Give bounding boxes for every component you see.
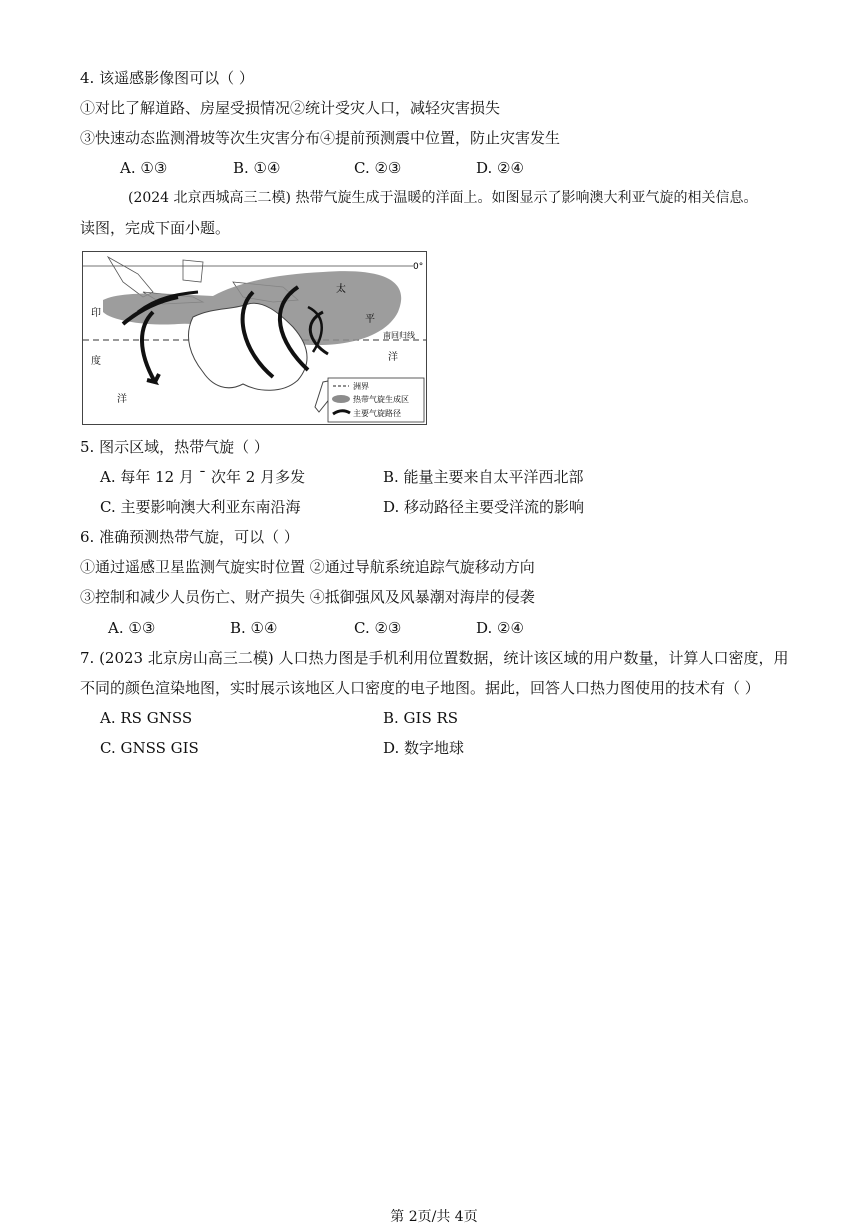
q7-option-c: C. GNSS GIS [100,739,199,757]
label-du: 度 [91,356,101,367]
q6-option-c: C. ②③ [354,619,402,637]
label-yang-left: 洋 [117,394,127,405]
q7-stem-line2: 不同的颜色渲染地图，实时展示该地区人口密度的电子地图。据此，回答人口热力图使用的技术有（ ） [80,679,760,697]
q7-option-a: A. RS GNSS [100,709,193,727]
q6-option-d: D. ②④ [476,619,524,637]
q4-option-c: C. ②③ [354,159,402,177]
label-0deg: 0° [413,262,424,272]
cyclone-map [82,251,427,425]
q4-statement-line1: ①对比了解道路、房屋受损情况②统计受灾人口，减轻灾害损失 [80,99,501,117]
label-yang-right: 洋 [388,352,398,363]
q6-stem: 6. 准确预测热带气旋，可以（ ） [80,528,299,546]
legend-zone-label: 热带气旋生成区 [353,395,409,404]
q4-option-b: B. ①④ [233,159,281,177]
cyclone-map-drawing [83,252,426,424]
label-tai: 太 [336,284,346,295]
sumatra-coast [108,257,153,297]
q7-option-d: D. 数字地球 [383,739,465,757]
q4-option-d: D. ②④ [476,159,524,177]
borneo-coast [183,260,203,282]
q5-stem: 5. 图示区域，热带气旋（ ） [80,438,269,456]
legend-path-label: 主要气旋路径 [353,409,401,418]
legend-boundary-label: 洲界 [353,382,369,391]
q5-option-b: B. 能量主要来自太平洋西北部 [383,468,584,486]
intro-line2: 读图，完成下面小题。 [80,219,231,237]
q6-option-a: A. ①③ [108,619,156,637]
q4-statement-line2: ③快速动态监测滑坡等次生灾害分布④提前预测震中位置，防止灾害发生 [80,129,561,147]
q7-stem-line1: 7. (2023 北京房山高三二模) 人口热力图是手机利用位置数据，统计该区域的用户数量，计算人口密度，用 [80,649,789,667]
label-ping: 平 [365,314,375,325]
q5-option-c: C. 主要影响澳大利亚东南沿海 [100,498,301,516]
q6-option-b: B. ①④ [230,619,278,637]
label-yin: 印 [91,308,101,319]
q5-option-d: D. 移动路径主要受洋流的影响 [383,498,585,516]
q6-statement-line1: ①通过遥感卫星监测气旋实时位置 ②通过导航系统追踪气旋移动方向 [80,558,535,576]
q4-stem: 4. 该遥感影像图可以（ ） [80,69,254,87]
q4-option-a: A. ①③ [120,159,168,177]
q5-option-a: A. 每年 12 月 ˉ 次年 2 月多发 [100,468,306,486]
label-tropic: 南回归线 [383,331,415,340]
q6-statement-line2: ③控制和减少人员伤亡、财产损失 ④抵御强风及风暴潮对海岸的侵袭 [80,588,535,606]
intro-line1: (2024 北京西城高三二模) 热带气旋生成于温暖的洋面上。如图显示了影响澳大利亚气旋的相关信息。 [128,190,758,206]
legend-zone-symbol [332,395,350,403]
page-footer: 第 2页/共 4页 [390,1209,478,1225]
q7-option-b: B. GIS RS [383,709,459,727]
